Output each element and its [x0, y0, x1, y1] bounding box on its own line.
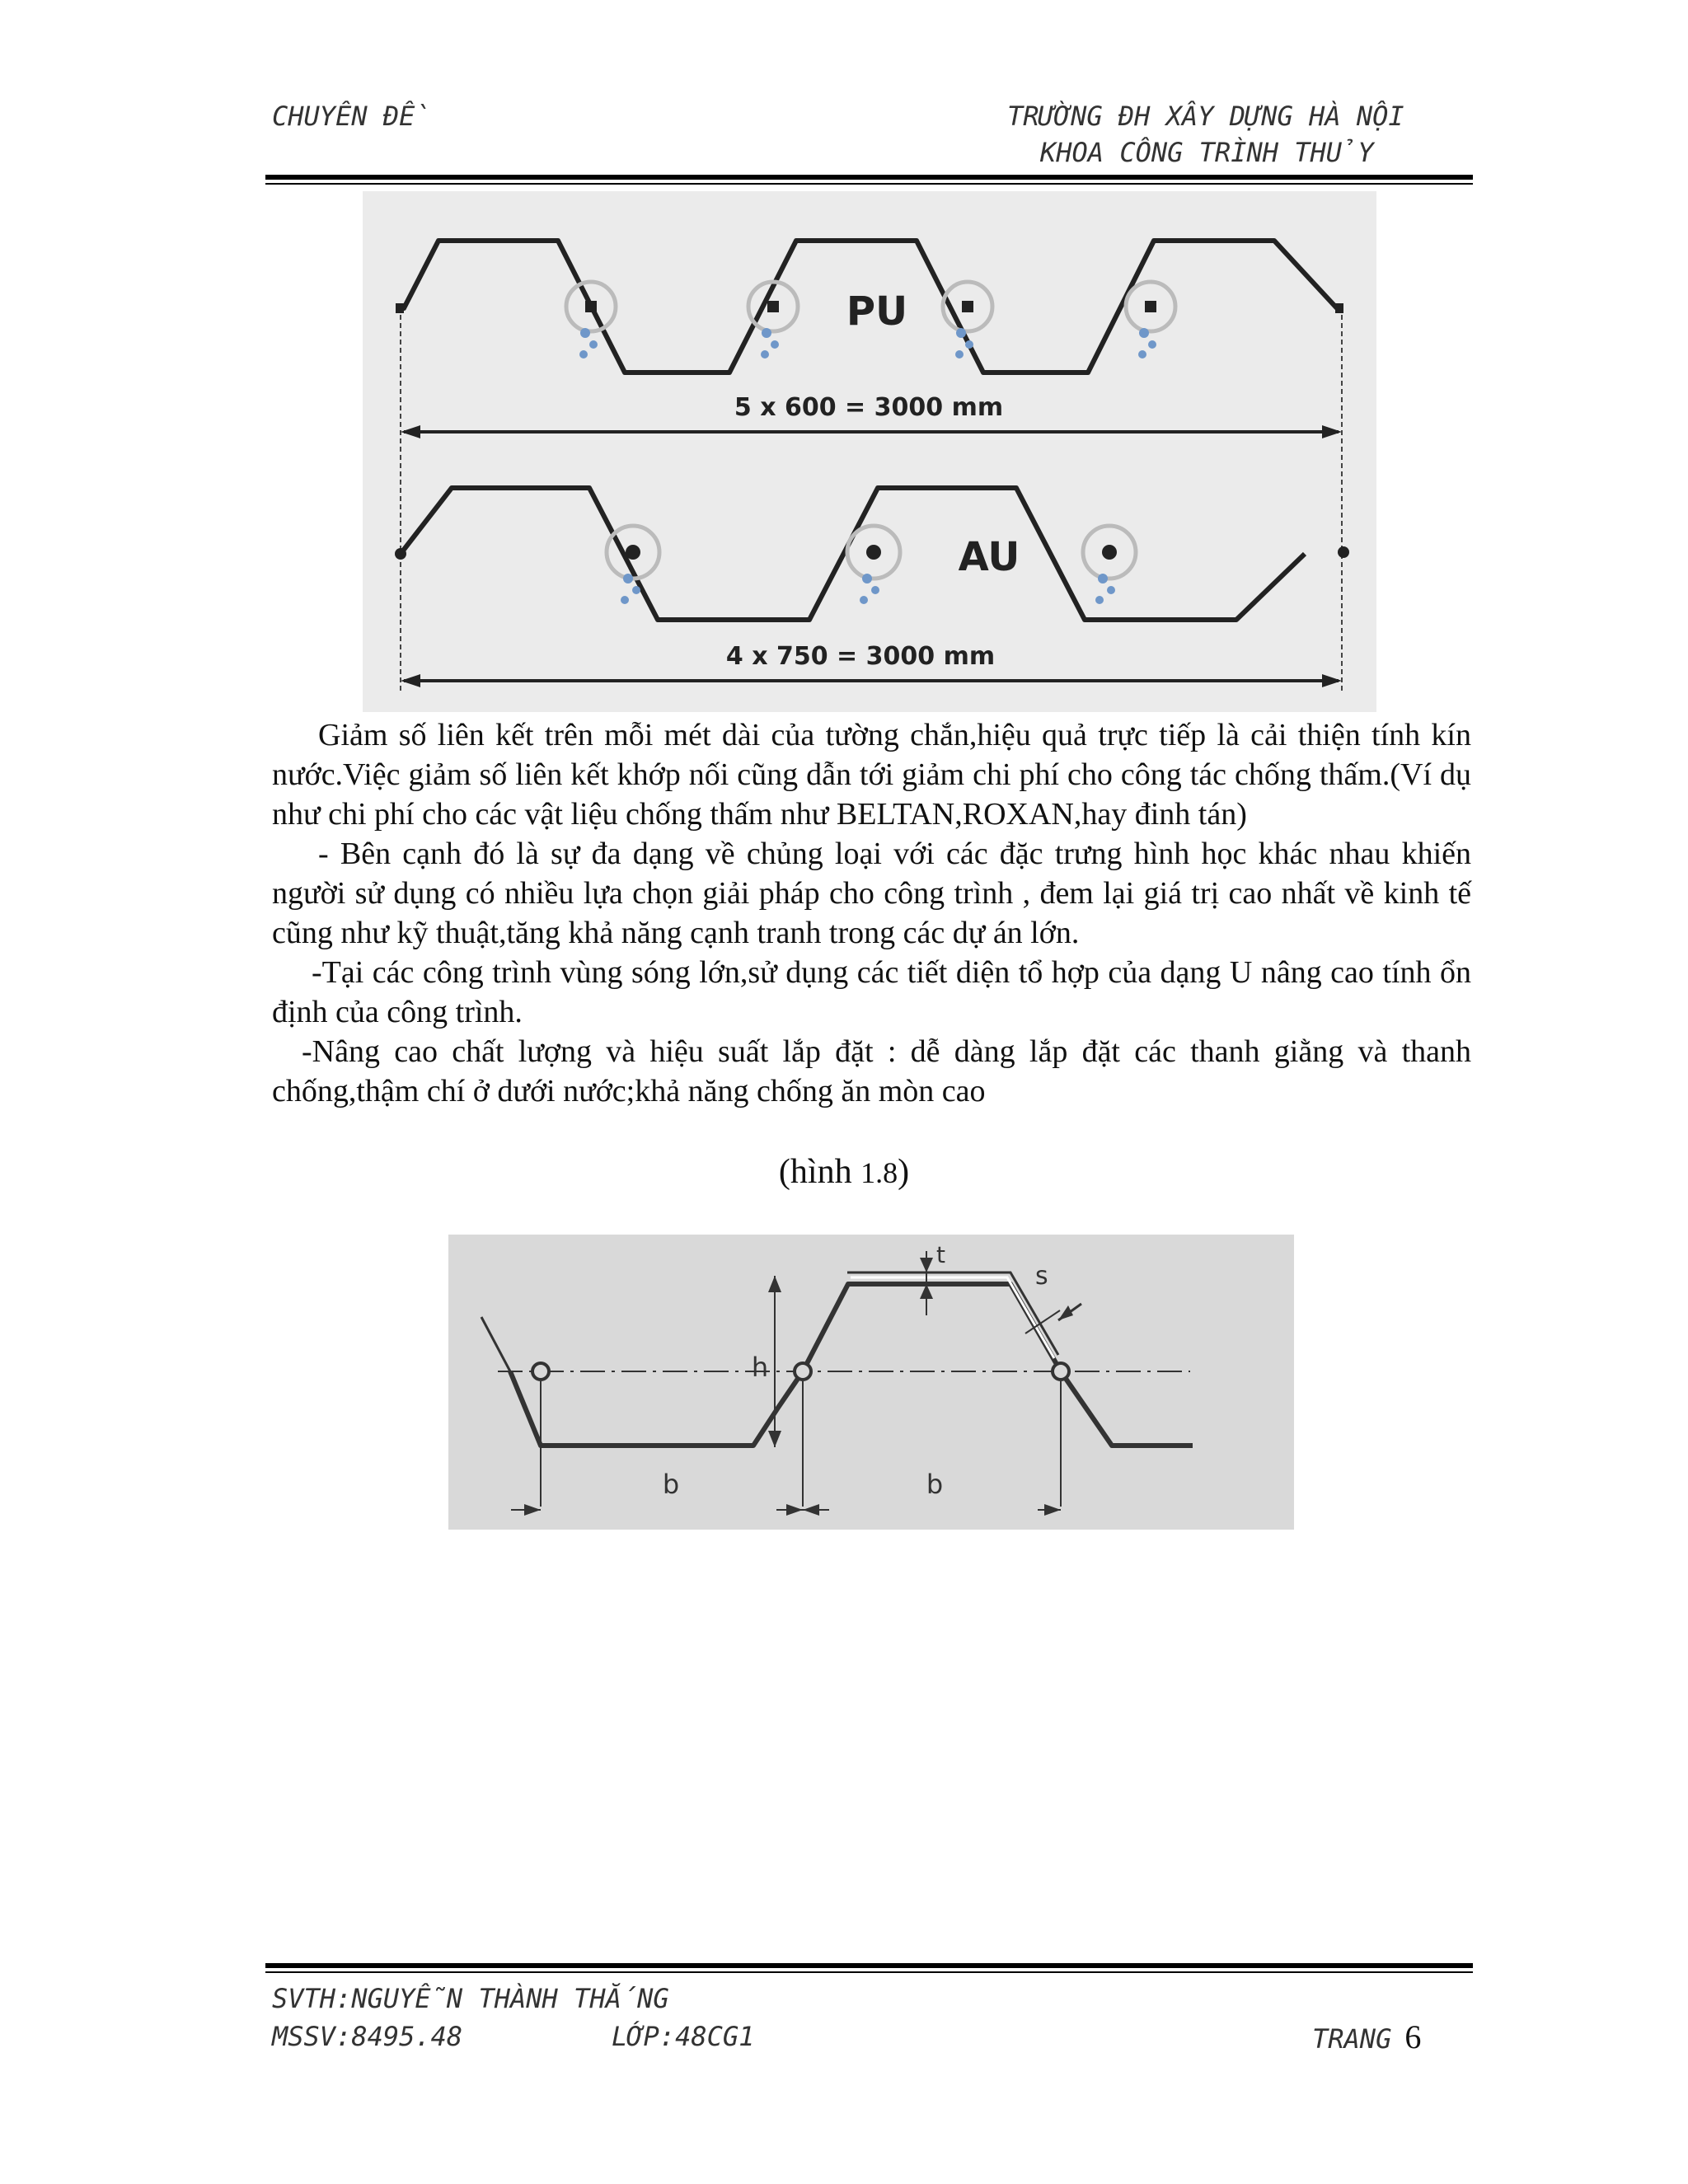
footer-rule-thin	[265, 1971, 1473, 1973]
label-t: t	[936, 1241, 945, 1268]
caption-word: (hình	[778, 1153, 861, 1191]
paragraph-2: - Bên cạnh đó là sự đa dạng về chủng loại với các đặc trưng hình học khác nhau khiến người sử dụng có nhiều lựa chọn giải pháp cho công trình , đem lại giá trị cao nhất về kinh tế cũng như kỹ thuật,tăng khả năng cạnh tranh trong các dự án lớn.	[272, 837, 1471, 950]
figure-sheet-pile-profiles	[363, 191, 1376, 712]
header-rule-thin	[265, 183, 1473, 185]
header-right-line1: TRƯỜNG ĐH XÂY DỰNG HÀ NỘI	[1007, 101, 1404, 132]
label-h: h	[751, 1352, 769, 1383]
header-rule-thick	[265, 175, 1473, 180]
dim-au: 4 x 750 = 3000 mm	[725, 642, 996, 671]
paragraph-1: Giảm số liên kết trên mỗi mét dài của tường chắn,hiệu quả trực tiếp là cải thiện tính kín nước.Việc giảm số liên kết khớp nối cũng dẫn tới giảm chi phí cho công tác chống thấm.(Ví dụ như chi phí cho các vật liệu chống thấm như BELTAN,ROXAN,hay đinh tán)	[272, 718, 1471, 832]
paragraph-4: -Nâng cao chất lượng và hiệu suất lắp đặt : dễ dàng lắp đặt các thanh giằng và thanh chống,thậm chí ở dưới nước;khả năng chống ăn mòn cao	[272, 1034, 1471, 1108]
label-b1: b	[662, 1469, 680, 1500]
figure-profile-dimensions	[448, 1235, 1294, 1530]
caption-close: )	[898, 1153, 910, 1191]
footer-lop: LỚP:48CG1	[612, 2021, 755, 2052]
body-text	[272, 715, 1471, 1111]
footer-rule-thick	[265, 1963, 1473, 1968]
dim-pu: 5 x 600 = 3000 mm	[734, 393, 1004, 422]
label-pu: PU	[846, 288, 908, 335]
paragraph-3: -Tại các công trình vùng sóng lớn,sử dụng các tiết diện tổ hợp của dạng U nâng cao tính ổn định của công trình.	[272, 955, 1471, 1029]
header-right-line2: KHOA CÔNG TRÌNH THỦY	[1040, 137, 1374, 168]
footer-mssv: MSSV:8495.48	[272, 2021, 463, 2052]
caption-number: 1.8	[860, 1156, 898, 1189]
figure-caption	[0, 1152, 1688, 1192]
footer-page	[1312, 2018, 1421, 2056]
label-au: AU	[958, 534, 1020, 580]
footer-page-label: TRANG	[1312, 2023, 1392, 2055]
footer-page-number: 6	[1404, 2018, 1422, 2055]
header-left: CHUYÊN ĐỀ	[272, 101, 431, 132]
label-b2: b	[926, 1469, 944, 1500]
footer-svth: SVTH:NGUYỄN THÀNH THẮNG	[272, 1983, 669, 2014]
label-s: s	[1035, 1262, 1048, 1291]
